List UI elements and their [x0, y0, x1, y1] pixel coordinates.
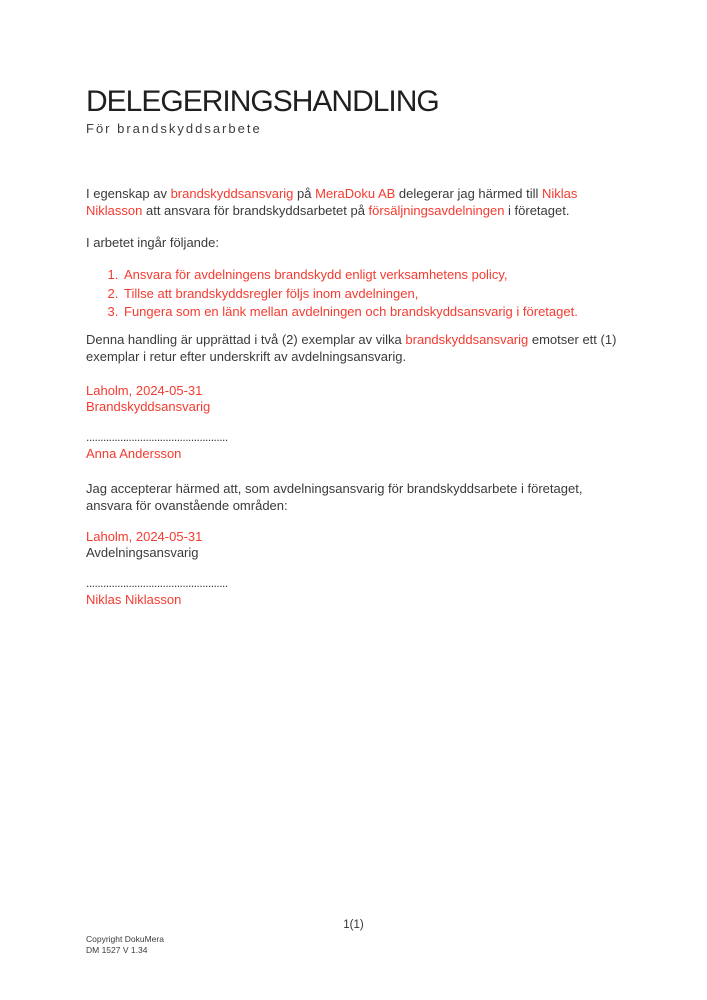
copyright-text: Copyright DokuMera	[86, 934, 164, 944]
text-run: emotser ett (1) exemplar i retur efter underskrift av avdelningsansvarig.	[86, 331, 617, 364]
signer-name: Anna Andersson	[86, 445, 182, 461]
signature-block-avdelningsansvarig	[86, 529, 623, 608]
document-subtitle: För brandskyddsarbete	[86, 121, 262, 136]
fill-in-text: MeraDoku AB	[315, 186, 396, 201]
signer-role: Avdelningsansvarig	[86, 545, 199, 560]
document-id: DM 1527 V 1.34	[86, 945, 148, 955]
text-run: i företaget.	[504, 203, 570, 218]
text-run: Denna handling är upprättad i två (2) exemplar av vilka	[86, 331, 406, 347]
document-content	[86, 86, 623, 626]
signer-name: Niklas Niklasson	[86, 591, 182, 607]
acceptance-paragraph: Jag accepterar härmed att, som avdelningsansvarig för brandskyddsarbete i företaget, ansvara för ovanstående områden:	[86, 480, 583, 513]
duty-list-item: 2. Tillse att brandskyddsregler följs inom avdelningen,	[122, 285, 623, 304]
intro-paragraph	[86, 185, 623, 219]
text-run: på	[293, 186, 316, 201]
duty-list-item: 3. Fungera som en länk mellan avdelningen och brandskyddsansvarig i företaget.	[122, 303, 623, 322]
signature-dotted-line: ..................................................	[86, 429, 228, 444]
document-title: DELEGERINGSHANDLING	[86, 85, 439, 118]
signer-role: Brandskyddsansvarig	[86, 399, 211, 414]
page-number: 1(1)	[343, 919, 364, 931]
text-run: att ansvara för brandskyddsarbetet på	[142, 203, 369, 218]
fill-in-text: brandskyddsansvarig	[405, 331, 529, 347]
place-date: Laholm, 2024-05-31	[86, 382, 203, 398]
duties-list	[86, 266, 623, 322]
duties-heading: I arbetet ingår följande:	[86, 235, 219, 250]
signature-block-brandskyddsansvarig	[86, 383, 623, 462]
signature-dotted-line: ..................................................	[86, 575, 228, 590]
text-run: I egenskap av	[86, 186, 171, 201]
copies-paragraph	[86, 331, 623, 365]
duty-list-item: 1. Ansvara för avdelningens brandskydd enligt verksamhetens policy,	[122, 266, 623, 285]
footer-info	[86, 934, 164, 956]
fill-in-text: försäljningsavdelningen	[368, 203, 505, 218]
text-run: delegerar jag härmed till	[395, 186, 543, 201]
fill-in-text: brandskyddsansvarig	[170, 186, 294, 201]
fill-in-text: Niklas Niklasson	[86, 186, 578, 218]
place-date: Laholm, 2024-05-31	[86, 528, 203, 544]
